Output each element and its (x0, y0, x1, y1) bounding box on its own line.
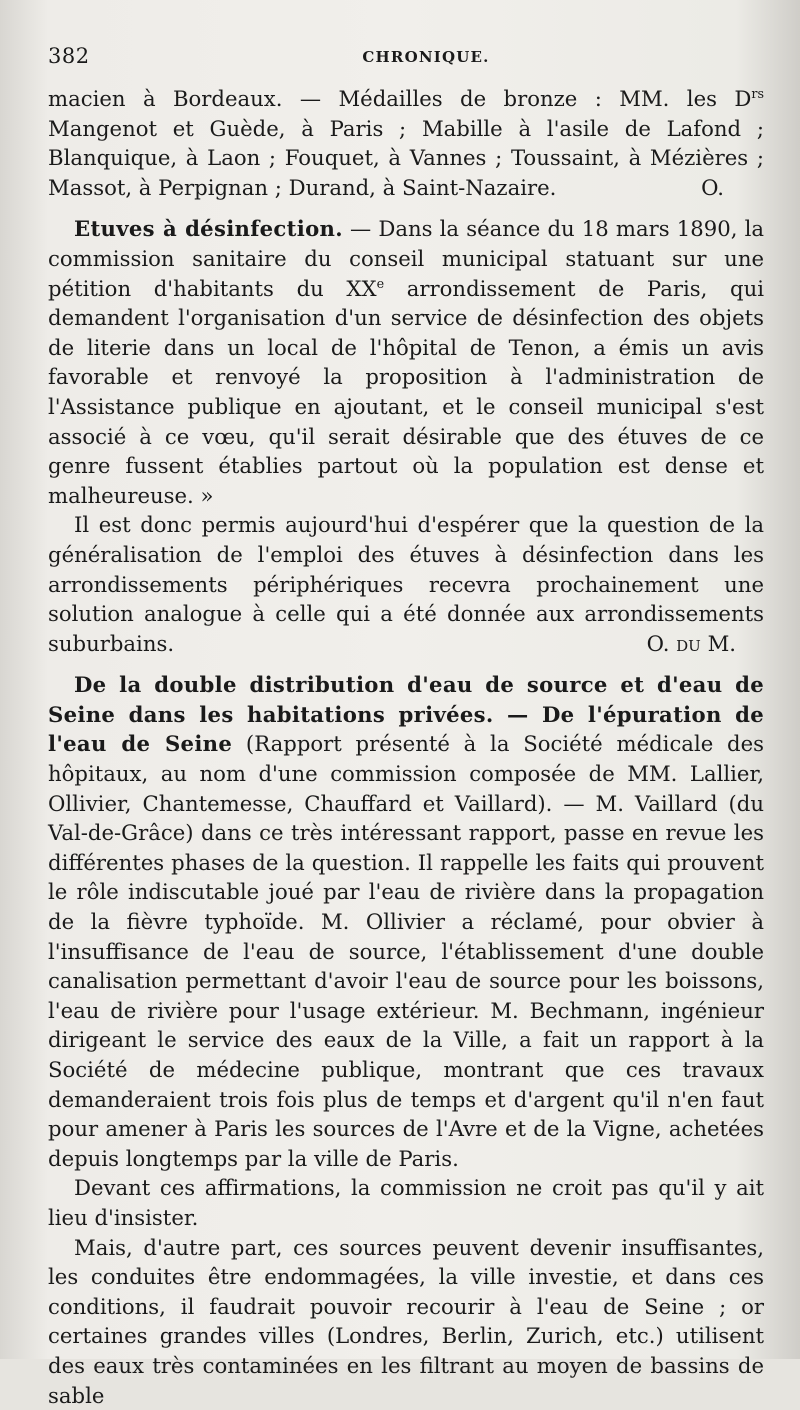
sources-text: Mais, d'autre part, ces sources peuvent devenir insuffisantes, les conduites être endommagées, la ville investie, et dans ces conditions, il faudrait pouvoir recourir à l'eau de Seine ; or certaines grandes villes (Londres, Berlin, Zurich, etc.) utilisent des eaux très contaminées en les filtrant au moyen de bassins de sable (48, 1234, 764, 1408)
heading-separator: — (493, 701, 542, 727)
running-title: CHRONIQUE. (362, 48, 490, 66)
medals-text-a: macien à Bordeaux. — Médailles de bronze : MM. les D (48, 86, 752, 111)
paragraph-medals (48, 84, 764, 202)
generalisation-text: Il est donc permis aujourd'hui d'espérer que la question de la généralisation de l'emploi des étuves à désinfection dans les arrondissements périphériques recevra prochainement une solution analogue à celle qui a été donnée aux arrondissements suburbains. (48, 512, 764, 656)
paragraph-etuves (48, 214, 764, 510)
paragraph-generalisation (48, 510, 764, 658)
body-text (48, 84, 764, 1410)
page-number: 382 (48, 44, 90, 68)
etuves-body: — Dans la séance du 18 mars 1890, la commission sanitaire du conseil municipal statuant sur une pétition d'habitants du XX (48, 216, 764, 301)
heading-etuves: Etuves à désinfection. (74, 216, 343, 242)
medals-superscript: rs (751, 85, 764, 101)
heading-epuration: De l'épuration de l'eau de Seine (48, 701, 764, 757)
affirmations-text: Devant ces affirmations, la commission ne croit pas qu'il y ait lieu d'insister. (48, 1175, 764, 1230)
page-header (48, 40, 764, 70)
paragraph-affirmations (48, 1173, 764, 1232)
paragraph-sources (48, 1233, 764, 1410)
paragraph-double-distribution (48, 670, 764, 1173)
etuves-body-2: arrondissement de Paris, qui demandent l'organisation d'un service de désinfection des objets de literie dans un local de l'hôpital de Tenon, a émis un avis favorable et renvoyé la proposition à l'administration de l'Assistance publique en ajoutant, et le conseil municipal s'est associé à ce vœu, qu'il serait désirable que des étuves de ce genre fussent établies partout où la population est dense et malheureuse. » (48, 275, 764, 508)
signature-o-du-m: O. du M. (646, 630, 736, 656)
medals-text-b: Mangenot et Guède, à Paris ; Mabille à l'asile de Lafond ; Blanquique, à Laon ; Fouquet, à Vannes ; Toussaint, à Mézières ; Massot, à Perpignan ; Durand, à Saint-Nazaire. (48, 115, 764, 200)
double-distribution-body: (Rapport présenté à la Société médicale des hôpitaux, au nom d'une commission composée de MM. Lallier, Ollivier, Chantemesse, Chauffard et Vaillard). — M. Vaillard (du Val-de-Grâce) dans ce très intéressant rapport, passe en revue les différentes phases de la question. Il rappelle les faits qui prouvent le rôle indiscutable joué par l'eau de rivière dans la propagation de la fièvre typhoïde. M. Ollivier a réclamé, pour obvier à l'insuffisance de l'eau de source, l'établissement d'une double canalisation permettant d'avoir l'eau de source pour les boissons, l'eau de rivière pour l'usage extérieur. M. Bechmann, ingénieur dirigeant le service des eaux de la Ville, a fait un rapport à la Société de médecine publique, montrant que ces travaux demanderaient trois fois plus de temps et d'argent qu'il n'en faut pour amener à Paris les sources de l'Avre et de la Vigne, achetées depuis longtemps par la ville de Paris. (48, 731, 764, 1171)
etuves-superscript: e (376, 275, 385, 291)
signature-o: O. (701, 174, 724, 200)
heading-double-distribution: De la double distribution d'eau de source et d'eau de Seine dans les habitations privées. (48, 672, 764, 727)
